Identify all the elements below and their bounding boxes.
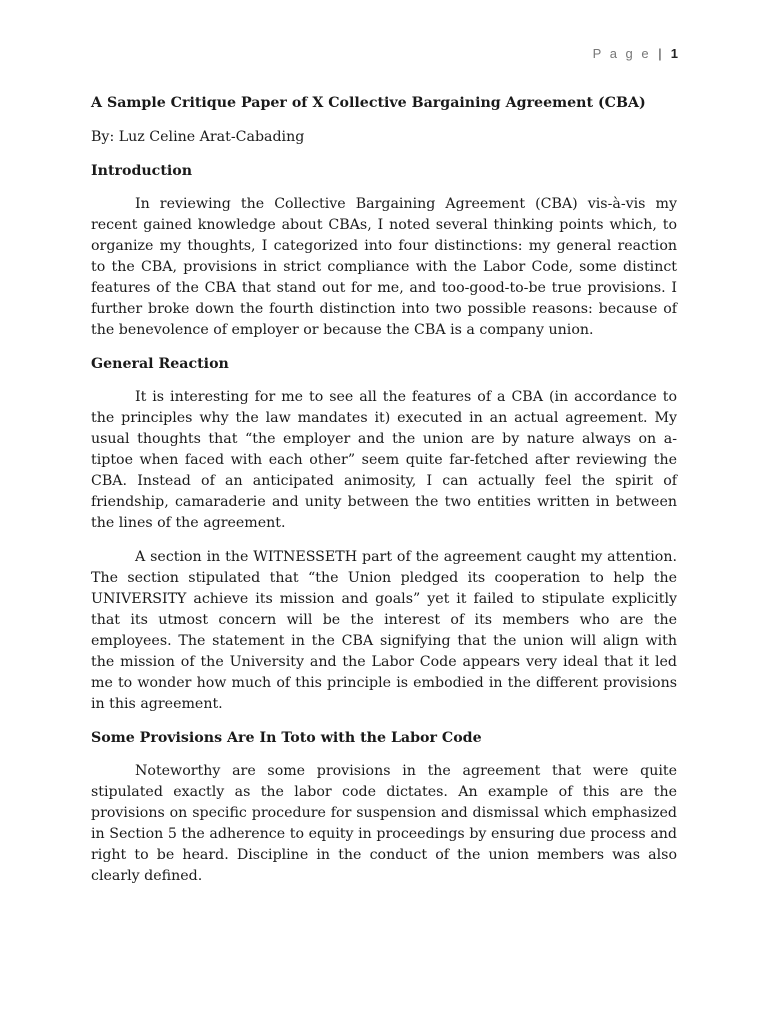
page-label: P a g e [592,46,652,61]
document-body [91,93,677,900]
paragraph: It is interesting for me to see all the features of a CBA (in accordance to the principles why the law mandates it) executed in an actual agreement. My usual thoughts that “the employer and the union are by nature always on a-tiptoe when faced with each other” seem quite far-fetched after reviewing the CBA. Instead of an anticipated animosity, I can actually feel the spirit of friendship, camaraderie and unity between the two entities written in between the lines of the agreement. [91,389,677,531]
section-general-reaction [91,354,677,715]
paragraph: In reviewing the Collective Bargaining Agreement (CBA) vis-à-vis my recent gained knowledge about CBAs, I noted several thinking points which, to organize my thoughts, I categorized into four distinctions: my general reaction to the CBA, provisions in strict compliance with the Labor Code, some distinct features of the CBA that stand out for me, and too-good-to-be true provisions. I further broke down the fourth distinction into two possible reasons: because of the benevolence of employer or because the CBA is a company union. [91,196,677,338]
section-labor-code-provisions [91,728,677,887]
section-heading: Some Provisions Are In Toto with the Labor Code [91,730,482,746]
section-heading: Introduction [91,163,193,179]
page-number: 1 [670,46,678,61]
document-title: A Sample Critique Paper of X Collective Bargaining Agreement (CBA) [91,95,646,111]
section-introduction [91,161,677,341]
page-header [593,46,678,61]
paragraph: A section in the WITNESSETH part of the agreement caught my attention. The section stipulated that “the Union pledged its cooperation to help the UNIVERSITY achieve its mission and goals” yet it failed to stipulate explicitly that its utmost concern will be the interest of its members who are the employees. The statement in the CBA signifying that the union will align with the mission of the University and the Labor Code appears very ideal that it led me to wonder how much of this principle is embodied in the different provisions in this agreement. [91,549,677,712]
paragraph: Noteworthy are some provisions in the agreement that were quite stipulated exactly as the labor code dictates. An example of this are the provisions on specific procedure for suspension and dismissal which emphasized in Section 5 the adherence to equity in proceedings by ensuring due process and right to be heard. Discipline in the conduct of the union members was also clearly defined. [91,763,677,884]
author-byline: By: Luz Celine Arat-Cabading [91,129,305,145]
section-heading: General Reaction [91,356,229,372]
page-separator: | [658,46,662,61]
